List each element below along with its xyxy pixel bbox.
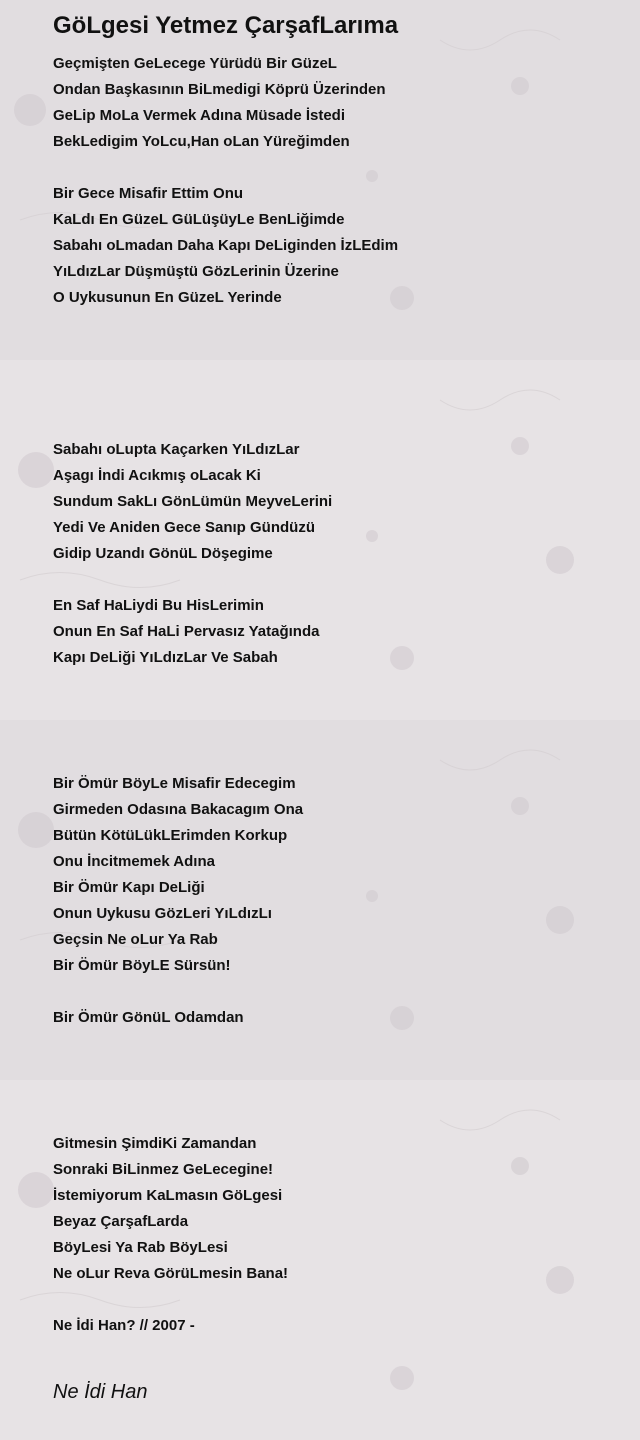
poem-line: Gidip Uzandı GönüL Döşegime xyxy=(53,545,273,562)
poem-line: Onun Uykusu GözLeri YıLdızLı xyxy=(53,905,272,922)
poem-line: Bir Ömür BöyLe Misafir Edecegim xyxy=(53,775,296,792)
poem-author: Ne İdi Han xyxy=(53,1381,148,1403)
poem-line: Bir Gece Misafir Ettim Onu xyxy=(53,185,244,202)
poem-line: KaLdı En GüzeL GüLüşüyLe BenLiğimde xyxy=(53,211,345,228)
poem-line: Ne oLur Reva GörüLmesin Bana! xyxy=(53,1265,289,1282)
poem-line: Bir Ömür BöyLE Sürsün! xyxy=(53,957,231,974)
poem-line: Geçmişten GeLecege Yürüdü Bir GüzeL xyxy=(53,55,337,72)
poem-line: İstemiyorum KaLmasın GöLgesi xyxy=(53,1187,283,1204)
poem-line: Ondan Başkasının BiLmedigi Köprü Üzerinden xyxy=(53,81,386,98)
poem-line: Aşagı İndi Acıkmış oLacak Ki xyxy=(53,467,261,484)
poem-line: Yedi Ve Aniden Gece Sanıp Gündüzü xyxy=(53,519,315,536)
poem-line: Gitmesin ŞimdiKi Zamandan xyxy=(53,1135,257,1152)
poem-signature-line: Ne İdi Han? // 2007 - xyxy=(53,1317,195,1334)
poem-line: Sundum SakLı GönLümün MeyveLerini xyxy=(53,493,333,510)
poem-line: Bir Ömür Kapı DeLiği xyxy=(53,879,205,896)
poem-line: Onu İncitmemek Adına xyxy=(53,853,215,870)
poem-line: Sabahı oLmadan Daha Kapı DeLiginden İzLEdim xyxy=(53,237,399,254)
poem-line: Sonraki BiLinmez GeLecegine! xyxy=(53,1161,274,1178)
poem-line: Beyaz ÇarşafLarda xyxy=(53,1213,189,1230)
poem-line: Geçsin Ne oLur Ya Rab xyxy=(53,931,218,948)
poem-line: YıLdızLar Düşmüştü GözLerinin Üzerine xyxy=(53,263,339,280)
poem-line: GeLip MoLa Vermek Adına Müsade İstedi xyxy=(53,107,346,124)
poem-line: Bir Ömür GönüL Odamdan xyxy=(53,1009,244,1026)
poem-line: BekLedigim YoLcu,Han oLan Yüreğimden xyxy=(53,133,350,150)
poem-line: En Saf HaLiydi Bu HisLerimin xyxy=(53,597,264,614)
poem-line: O Uykusunun En GüzeL Yerinde xyxy=(53,289,282,306)
poem-line: Kapı DeLiği YıLdızLar Ve Sabah xyxy=(53,649,278,666)
poem-line: Girmeden Odasına Bakacagım Ona xyxy=(53,801,304,818)
poem-title: GöLgesi Yetmez ÇarşafLarıma xyxy=(53,12,399,39)
poem-line: Bütün KötüLükLErimden Korkup xyxy=(53,827,288,844)
poem-line: BöyLesi Ya Rab BöyLesi xyxy=(53,1239,228,1256)
poem-line: Onun En Saf HaLi Pervasız Yatağında xyxy=(53,623,320,640)
poem-line: Sabahı oLupta Kaçarken YıLdızLar xyxy=(53,441,300,458)
